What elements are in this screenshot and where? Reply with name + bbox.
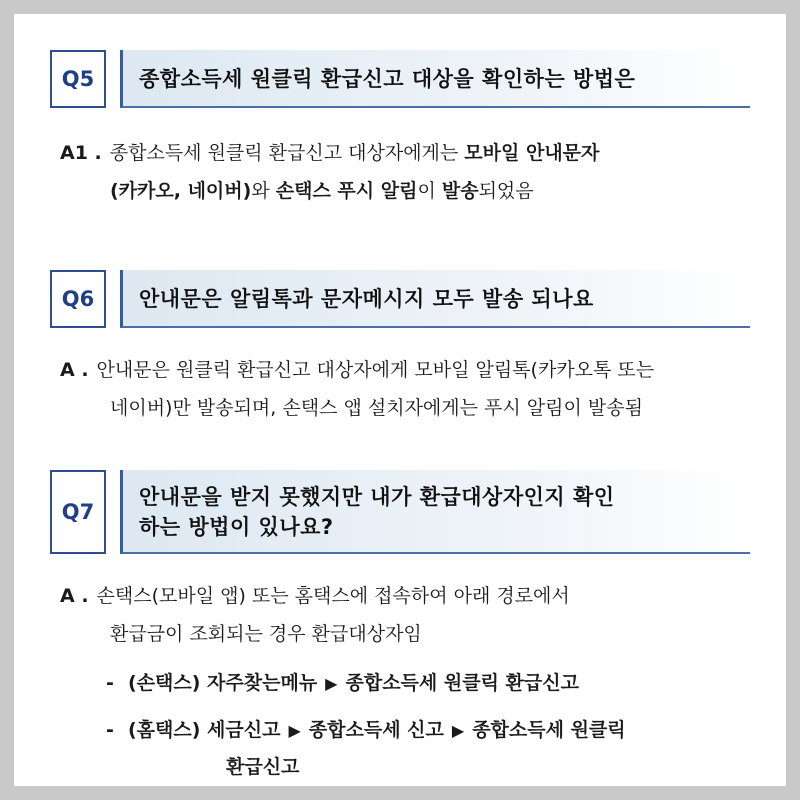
route-part: (손택스) 자주찾는메뉴 (128, 672, 318, 694)
q6-question: 안내문은 알림톡과 문자메시지 모두 발송 되나요 (120, 270, 750, 328)
q5-block (50, 50, 750, 108)
arrow-right-icon: ▶ (288, 721, 301, 740)
q6-answer-label: A . (60, 359, 89, 381)
q7-question-line-2: 하는 방법이 있나요? (139, 515, 334, 539)
q7-answer-line-2: 환급금이 조회되는 경우 환급대상자임 (110, 623, 422, 645)
route-part: 종합소득세 원클릭 환급신고 (345, 672, 579, 694)
route-part: 종합소득세 신고 (308, 719, 444, 741)
route-part: 종합소득세 원클릭 (472, 719, 626, 741)
q7-answer-label: A . (60, 585, 89, 607)
q5-badge: Q5 (50, 50, 106, 108)
q5-answer (60, 134, 760, 210)
q5-answer-label: A1 . (60, 142, 102, 164)
q6-answer (60, 351, 760, 427)
q5-answer-text-1: 종합소득세 원클릭 환급신고 대상자에게는 (109, 142, 465, 164)
q5-answer-bold-4: 발송 (441, 180, 479, 202)
q7-answer (60, 577, 760, 653)
route-item-sontax (106, 665, 766, 702)
q7-block (50, 470, 750, 554)
route-item-hometax (106, 712, 766, 785)
q5-question: 종합소득세 원클릭 환급신고 대상을 확인하는 방법은 (120, 50, 750, 108)
q7-badge: Q7 (50, 470, 106, 554)
arrow-right-icon: ▶ (325, 674, 338, 693)
q5-answer-text-2: 와 (251, 180, 276, 202)
q7-answer-line-1: 손택스(모바일 앱) 또는 홈택스에 접속하여 아래 경로에서 (96, 585, 570, 607)
arrow-right-icon: ▶ (451, 721, 465, 740)
q7-question-line-1: 안내문을 받지 못했지만 내가 환급대상자인지 확인 (139, 485, 615, 509)
route-dash: - (106, 672, 114, 694)
q5-answer-text-4: 되었음 (478, 180, 534, 202)
q5-answer-bold-3: 손택스 푸시 알림 (275, 180, 418, 202)
q5-answer-text-3: 이 (417, 180, 442, 202)
q6-block (50, 270, 750, 328)
q6-answer-line-1: 안내문은 원클릭 환급신고 대상자에게 모바일 알림톡(카카오톡 또는 (96, 359, 655, 381)
route-part: (홈택스) 세금신고 (128, 719, 281, 741)
q5-answer-bold-1: 모바일 안내문자 (464, 142, 600, 164)
route-continuation: 환급신고 (226, 756, 300, 778)
q6-badge: Q6 (50, 270, 106, 328)
q7-question (120, 470, 750, 554)
q6-answer-line-2: 네이버)만 발송되며, 손택스 앱 설치자에게는 푸시 알림이 발송됨 (110, 397, 643, 419)
document-page (14, 14, 786, 786)
route-dash: - (106, 719, 114, 741)
q5-answer-bold-2: (카카오, 네이버) (110, 180, 252, 202)
